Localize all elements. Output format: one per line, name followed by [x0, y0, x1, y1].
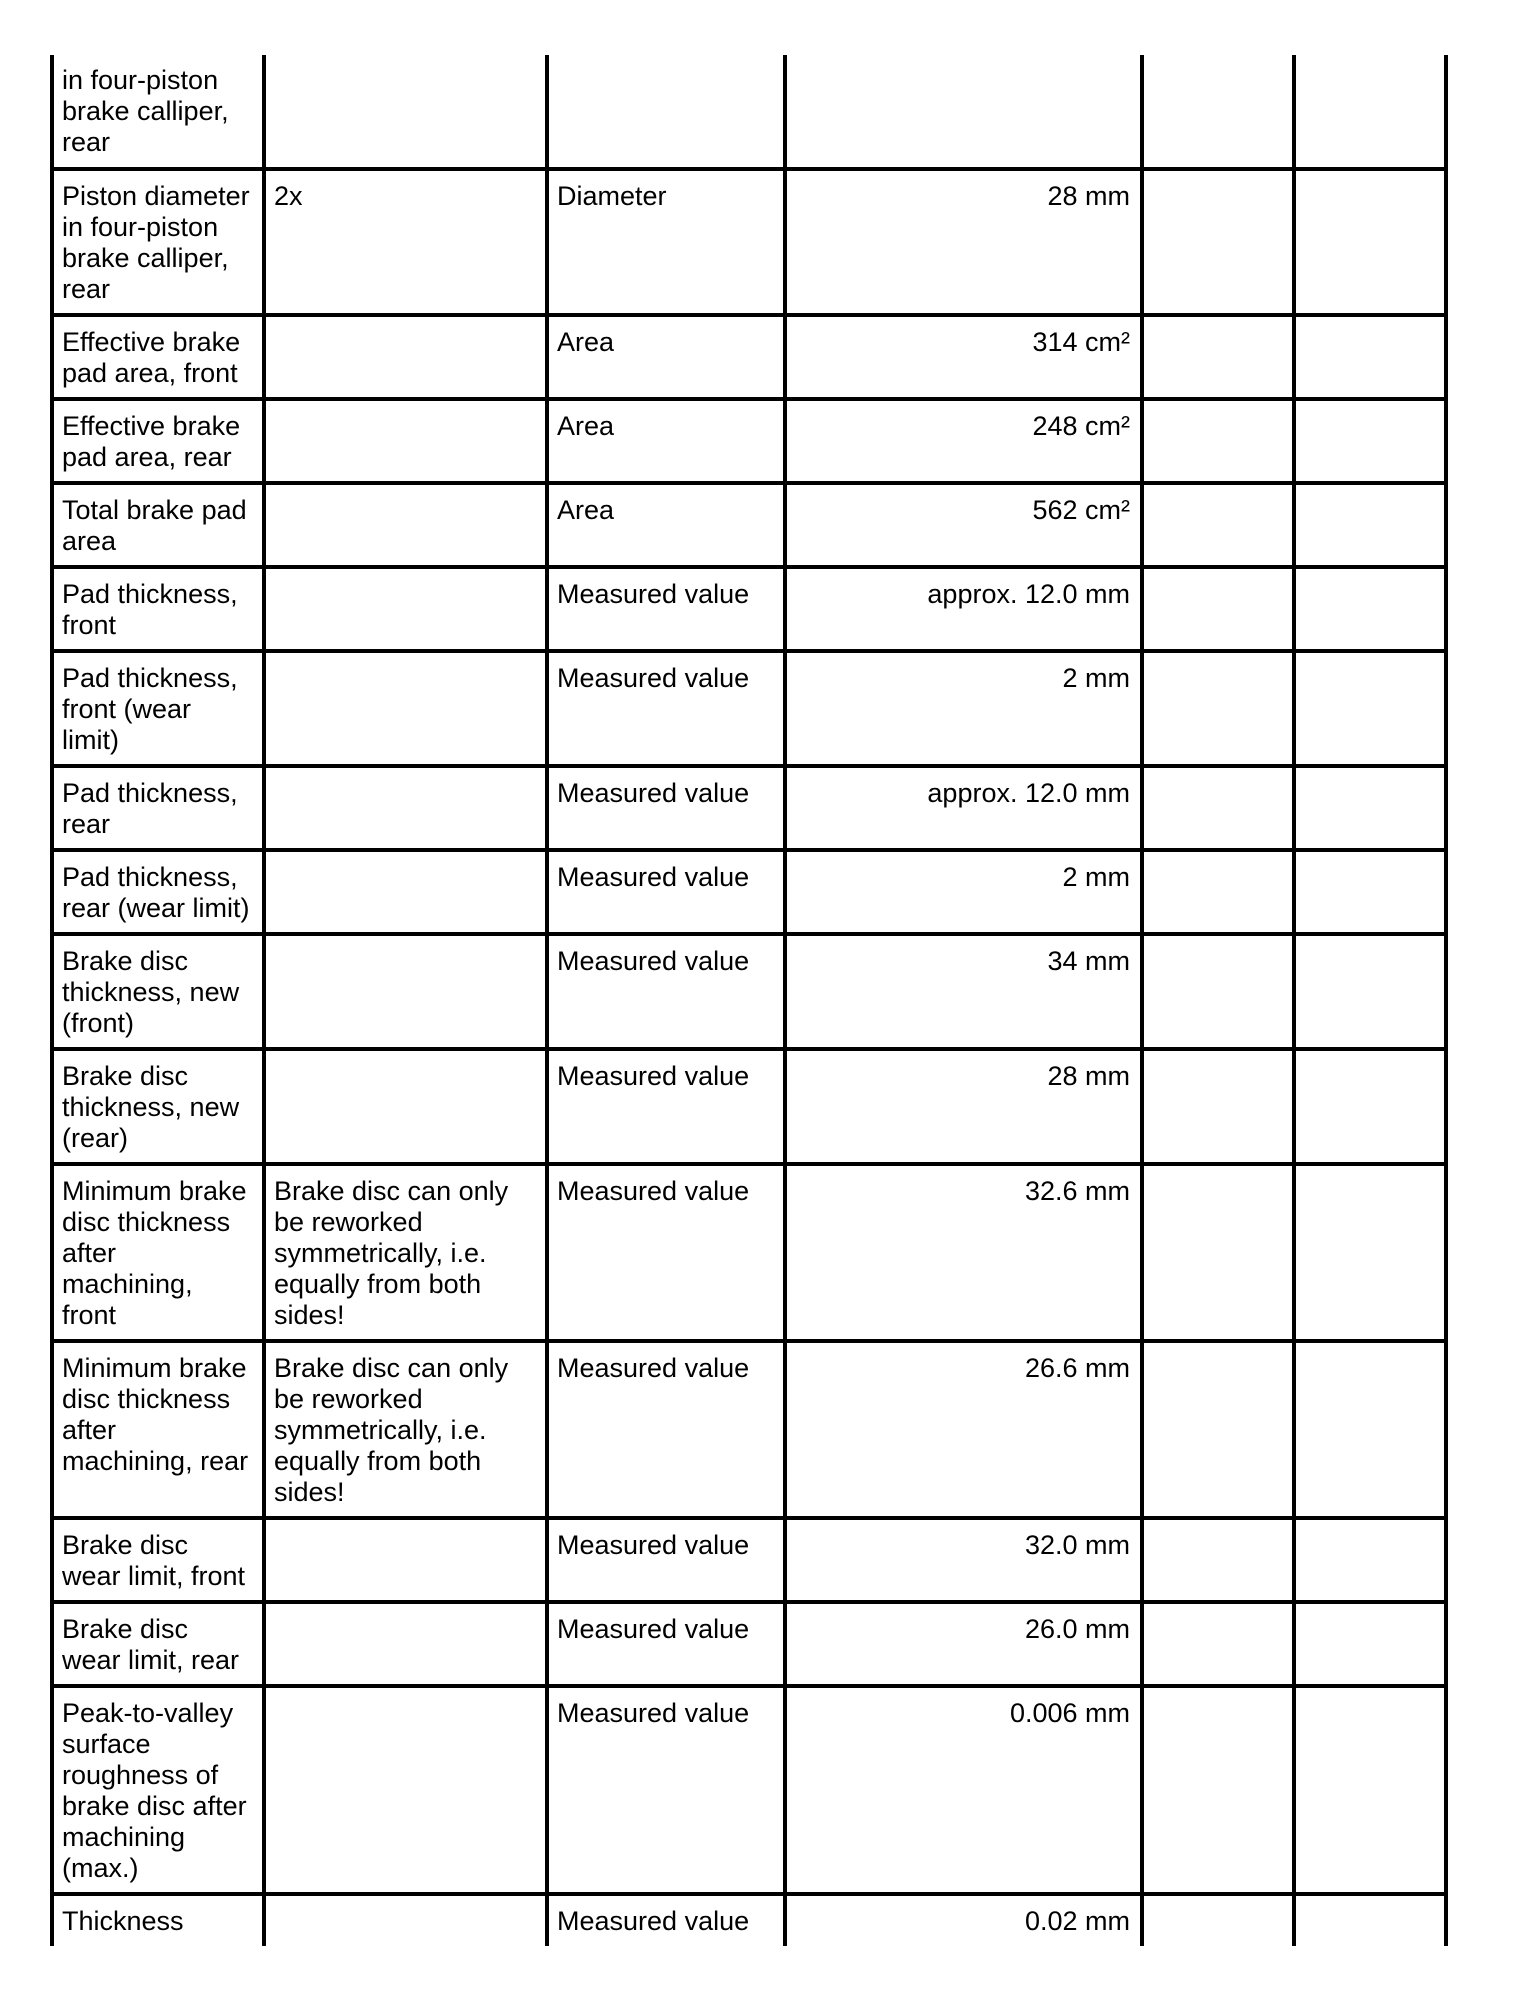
measurement-type-cell: Measured value [547, 766, 785, 850]
empty-cell [1142, 850, 1294, 934]
empty-cell [1142, 766, 1294, 850]
value-cell: 26.0 mm [785, 1602, 1142, 1686]
empty-cell [1294, 315, 1446, 399]
empty-cell [1142, 1686, 1294, 1894]
remark-cell [264, 1518, 547, 1602]
parameter-cell: Effective brake pad area, rear [52, 399, 264, 483]
table-row [52, 1049, 1446, 1164]
parameter-cell: Thickness [52, 1894, 264, 1946]
empty-cell [1294, 1602, 1446, 1686]
empty-cell [1142, 483, 1294, 567]
remark-cell [264, 651, 547, 766]
remark-cell [264, 1894, 547, 1946]
parameter-cell: Peak-to-valley surface roughness of brake disc after machining (max.) [52, 1686, 264, 1894]
empty-cell [1294, 1049, 1446, 1164]
table-row [52, 850, 1446, 934]
parameter-cell: Brake disc wear limit, front [52, 1518, 264, 1602]
empty-cell [1142, 55, 1294, 169]
empty-cell [1142, 169, 1294, 315]
remark-cell: 2x [264, 169, 547, 315]
table-row [52, 1894, 1446, 1946]
parameter-cell: Brake disc thickness, new (front) [52, 934, 264, 1049]
empty-cell [1142, 1049, 1294, 1164]
parameter-cell: Piston diameter in four-piston brake calliper, rear [52, 169, 264, 315]
remark-cell [264, 567, 547, 651]
value-cell: 248 cm² [785, 399, 1142, 483]
remark-cell [264, 1049, 547, 1164]
parameter-cell: Pad thickness, front [52, 567, 264, 651]
remark-cell [264, 934, 547, 1049]
measurement-type-cell: Diameter [547, 169, 785, 315]
table-row [52, 1602, 1446, 1686]
value-cell: 32.0 mm [785, 1518, 1142, 1602]
empty-cell [1294, 651, 1446, 766]
parameter-cell: Minimum brake disc thickness after machining, rear [52, 1341, 264, 1518]
table-row [52, 399, 1446, 483]
empty-cell [1142, 934, 1294, 1049]
empty-cell [1142, 315, 1294, 399]
value-cell: 2 mm [785, 651, 1142, 766]
empty-cell [1294, 169, 1446, 315]
empty-cell [1142, 567, 1294, 651]
measurement-type-cell: Measured value [547, 567, 785, 651]
measurement-type-cell: Measured value [547, 1049, 785, 1164]
parameter-cell: Pad thickness, rear (wear limit) [52, 850, 264, 934]
table-row [52, 934, 1446, 1049]
value-cell: 2 mm [785, 850, 1142, 934]
empty-cell [1142, 399, 1294, 483]
empty-cell [1142, 1164, 1294, 1341]
empty-cell [1294, 766, 1446, 850]
measurement-type-cell: Area [547, 483, 785, 567]
parameter-cell: Brake disc wear limit, rear [52, 1602, 264, 1686]
measurement-type-cell: Measured value [547, 1341, 785, 1518]
measurement-type-cell: Measured value [547, 1164, 785, 1341]
remark-cell [264, 483, 547, 567]
value-cell: 28 mm [785, 1049, 1142, 1164]
table-row [52, 315, 1446, 399]
table-row [52, 483, 1446, 567]
empty-cell [1142, 651, 1294, 766]
measurement-type-cell: Measured value [547, 1686, 785, 1894]
measurement-type-cell: Area [547, 399, 785, 483]
value-cell: 26.6 mm [785, 1341, 1142, 1518]
value-cell: 32.6 mm [785, 1164, 1142, 1341]
table-row [52, 1518, 1446, 1602]
value-cell: approx. 12.0 mm [785, 766, 1142, 850]
remark-cell [264, 1686, 547, 1894]
parameter-cell: Pad thickness, rear [52, 766, 264, 850]
measurement-type-cell: Area [547, 315, 785, 399]
table-row [52, 1686, 1446, 1894]
empty-cell [1294, 567, 1446, 651]
value-cell: 34 mm [785, 934, 1142, 1049]
measurement-type-cell: Measured value [547, 1894, 785, 1946]
parameter-cell: Minimum brake disc thickness after machining, front [52, 1164, 264, 1341]
remark-cell [264, 55, 547, 169]
empty-cell [1294, 483, 1446, 567]
parameter-cell: Pad thickness, front (wear limit) [52, 651, 264, 766]
value-cell: 0.006 mm [785, 1686, 1142, 1894]
table-row [52, 766, 1446, 850]
empty-cell [1294, 1518, 1446, 1602]
table-row [52, 169, 1446, 315]
table-row [52, 1341, 1446, 1518]
empty-cell [1294, 1164, 1446, 1341]
empty-cell [1294, 55, 1446, 169]
empty-cell [1294, 850, 1446, 934]
empty-cell [1294, 1686, 1446, 1894]
value-cell: 562 cm² [785, 483, 1142, 567]
measurement-type-cell: Measured value [547, 1518, 785, 1602]
table-row [52, 55, 1446, 169]
parameter-cell: Brake disc thickness, new (rear) [52, 1049, 264, 1164]
remark-cell: Brake disc can only be reworked symmetrically, i.e. equally from both sides! [264, 1164, 547, 1341]
parameter-cell: in four-piston brake calliper, rear [52, 55, 264, 169]
remark-cell [264, 1602, 547, 1686]
empty-cell [1142, 1602, 1294, 1686]
table-row [52, 567, 1446, 651]
value-cell: 0.02 mm [785, 1894, 1142, 1946]
empty-cell [1142, 1518, 1294, 1602]
remark-cell [264, 315, 547, 399]
empty-cell [1294, 934, 1446, 1049]
value-cell [785, 55, 1142, 169]
value-cell: approx. 12.0 mm [785, 567, 1142, 651]
empty-cell [1142, 1341, 1294, 1518]
remark-cell: Brake disc can only be reworked symmetrically, i.e. equally from both sides! [264, 1341, 547, 1518]
parameter-cell: Effective brake pad area, front [52, 315, 264, 399]
empty-cell [1294, 1341, 1446, 1518]
value-cell: 314 cm² [785, 315, 1142, 399]
value-cell: 28 mm [785, 169, 1142, 315]
measurement-type-cell: Measured value [547, 850, 785, 934]
empty-cell [1294, 399, 1446, 483]
measurement-type-cell: Measured value [547, 1602, 785, 1686]
empty-cell [1294, 1894, 1446, 1946]
remark-cell [264, 850, 547, 934]
table-row [52, 651, 1446, 766]
parameter-cell: Total brake pad area [52, 483, 264, 567]
brake-specification-table [50, 55, 1448, 1946]
remark-cell [264, 399, 547, 483]
measurement-type-cell: Measured value [547, 934, 785, 1049]
empty-cell [1142, 1894, 1294, 1946]
measurement-type-cell [547, 55, 785, 169]
measurement-type-cell: Measured value [547, 651, 785, 766]
table-row [52, 1164, 1446, 1341]
remark-cell [264, 766, 547, 850]
